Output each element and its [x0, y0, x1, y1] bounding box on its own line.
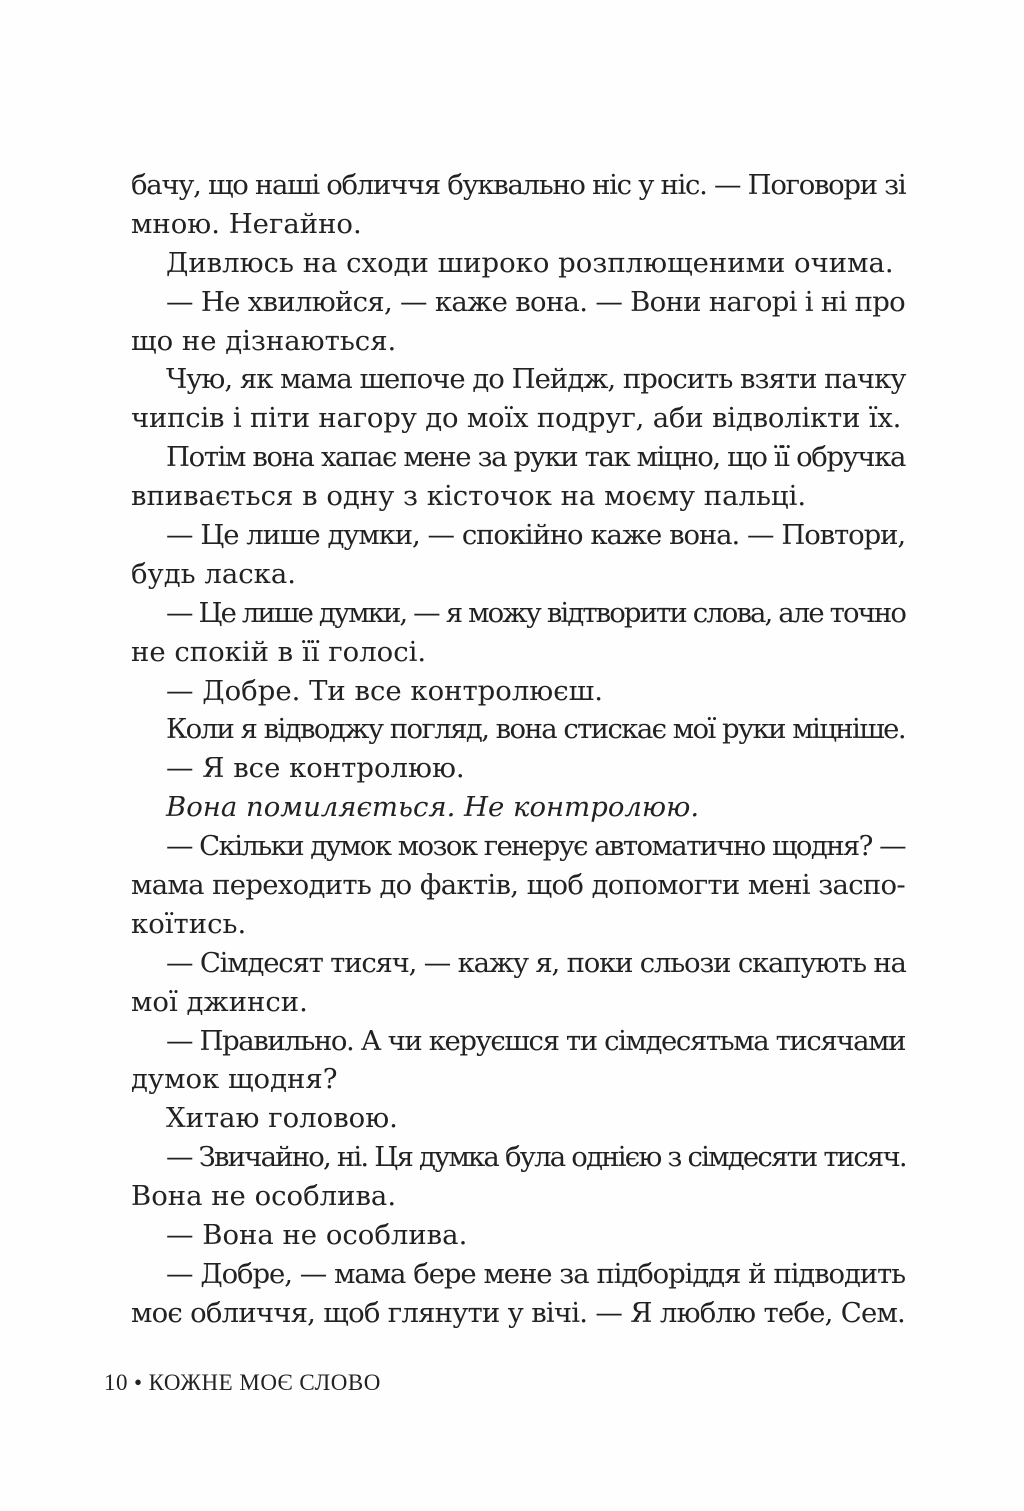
text-line: — Вона не особлива. [166, 1219, 468, 1252]
text-line: будь ласка. [131, 557, 296, 590]
text-line: — Це лише думки, — я можу відтворити слова, але точно [166, 596, 905, 629]
text-line: Чую, як мама шепоче до Пейдж, просить взяти пачку [166, 363, 906, 396]
text-line: — Звичайно, ні. Ця думка була однією з сімдесяти тисяч. [166, 1141, 906, 1174]
text-line: мама переходить до фактів, щоб допомогти мені заспо- [131, 869, 905, 902]
page-footer [104, 1370, 381, 1396]
text-line: коїтись. [131, 907, 247, 940]
text-line: — Сімдесят тисяч, — кажу я, поки сльози скапують на [166, 946, 906, 979]
text-line: бачу, що наші обличчя буквально ніс у ніс. — Поговори зі [131, 169, 906, 201]
text-line: — Я все контролюю. [166, 752, 465, 785]
text-line: Коли я відводжу погляд, вона стискає мої руки міцніше. [166, 713, 905, 746]
text-line: Дивлюсь на сходи широко розплющеними очима. [166, 246, 894, 279]
text-line: впивається в одну з кісточок на моєму пальці. [131, 480, 807, 513]
text-line: — Добре. Ти все контролюєш. [166, 674, 603, 707]
running-title: КОЖНЕ МОЄ СЛОВО [148, 1370, 381, 1395]
text-line: — Добре, — мама бере мене за підборіддя й підводить [166, 1257, 905, 1290]
text-line: — Це лише думки, — спокійно каже вона. — Повтори, [166, 519, 905, 552]
text-line: що не дізнаються. [131, 324, 397, 357]
footer-separator: • [134, 1370, 143, 1395]
text-line: не спокій в її голосі. [131, 635, 427, 668]
text-line: мною. Негайно. [131, 207, 362, 240]
text-line: — Правильно. А чи керуєшся ти сімдесятьма тисячами [166, 1024, 905, 1057]
text-line: — Скільки думок мозок генерує автоматично щодня? — [166, 830, 905, 863]
page-number: 10 [104, 1370, 128, 1395]
text-line: чипсів і піти нагору до моїх подруг, аби відволікти їх. [131, 402, 902, 435]
text-line: мої джинси. [131, 985, 308, 1018]
body-text [131, 166, 905, 1333]
text-line: Вона помиляється. Не контролюю. [166, 791, 700, 824]
text-line: Хитаю головою. [166, 1102, 398, 1135]
text-line: моє обличчя, щоб глянути у вічі. — Я люблю тебе, Сем. [131, 1296, 905, 1329]
text-line: Потім вона хапає мене за руки так міцно, що її обручка [166, 441, 905, 474]
text-line: Вона не особлива. [131, 1180, 397, 1213]
text-line: думок щодня? [131, 1063, 338, 1096]
text-line: — Не хвилюйся, — каже вона. — Вони нагорі і ні про [166, 285, 906, 318]
